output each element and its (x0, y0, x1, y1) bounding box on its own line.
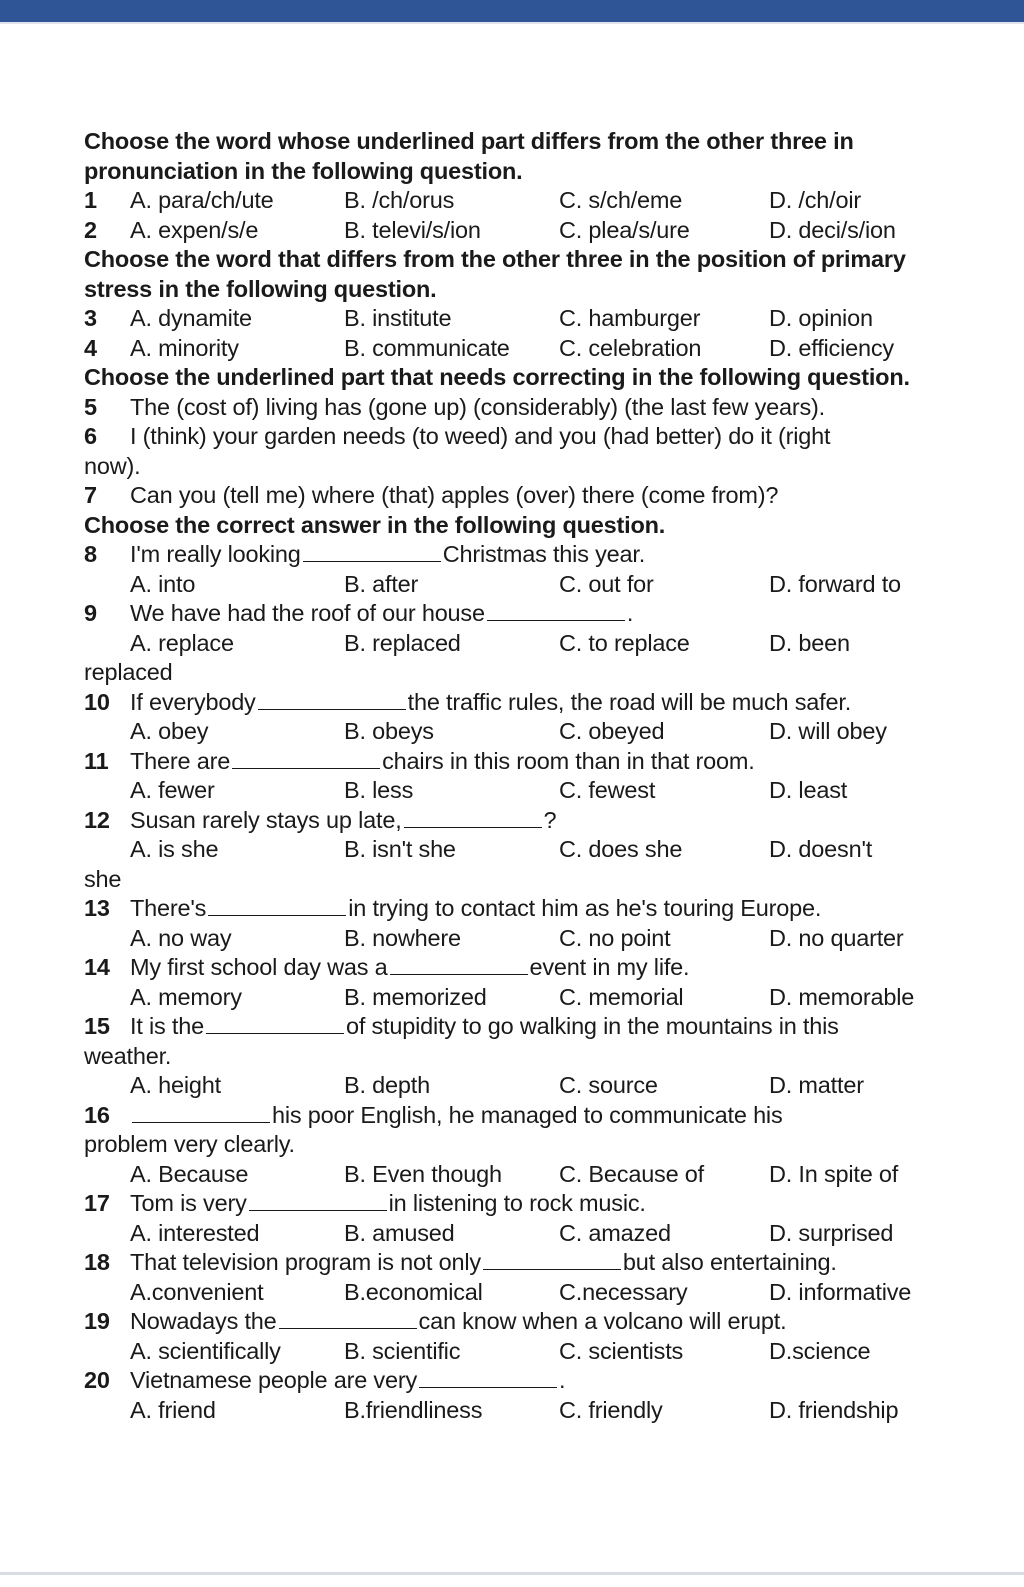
question-number: 19 (84, 1308, 110, 1334)
question-8-options (84, 570, 944, 600)
question-10 (84, 688, 944, 718)
option-c: C. does she (559, 836, 683, 862)
option-b: B. /ch/orus (344, 187, 455, 213)
question-text: The (cost of) living has (gone up) (considerably) (the last few years). (130, 393, 826, 420)
question-stem (130, 1101, 783, 1131)
stem-after-blank: chairs in this room than in that room. (382, 747, 755, 774)
stem-before-blank: It is the (130, 1013, 204, 1039)
stem-after-blank: his poor English, he managed to communicate his (272, 1101, 783, 1128)
option-a: A. scientifically (130, 1337, 281, 1364)
question-number: 5 (84, 393, 97, 420)
option-d: D. friendship (769, 1396, 899, 1423)
option-b: B. isn't she (344, 836, 456, 862)
question-9 (84, 599, 944, 629)
worksheet (84, 127, 944, 1425)
option-b: B. amused (344, 1219, 455, 1246)
question-16-continued (84, 1130, 944, 1160)
question-number: 3 (84, 305, 97, 331)
question-7 (84, 481, 944, 511)
answer-blank (419, 1367, 557, 1388)
question-2 (84, 216, 944, 246)
option-d: D. will obey (769, 718, 887, 744)
question-16 (84, 1101, 944, 1131)
question-text-continued: now). (84, 452, 141, 479)
option-b: B. nowhere (344, 924, 461, 951)
answer-blank (132, 1102, 270, 1123)
option-b: B. memorized (344, 983, 487, 1010)
option-a: A. Because (130, 1160, 249, 1187)
stem-before-blank: Vietnamese people are very (130, 1367, 417, 1393)
question-17 (84, 1189, 944, 1219)
option-c: C. fewest (559, 777, 656, 803)
option-d: D. opinion (769, 305, 873, 331)
option-c: C. plea/s/ure (559, 216, 690, 243)
option-a: A. obey (130, 718, 209, 744)
stem-before-blank: My first school day was a (130, 954, 388, 980)
answer-blank (249, 1190, 387, 1211)
question-number: 1 (84, 187, 97, 213)
question-number: 15 (84, 1013, 110, 1039)
option-d: D. least (769, 777, 848, 803)
section-heading-error: Choose the underlined part that needs correcting in the following question. (84, 364, 910, 390)
question-stem (130, 1012, 839, 1042)
question-text: Can you (tell me) where (that) apples (over) there (come from)? (130, 482, 779, 508)
stem-before-blank: There are (130, 747, 231, 774)
option-a: A. dynamite (130, 305, 252, 331)
question-16-options (84, 1160, 944, 1190)
option-d: D. matter (769, 1072, 864, 1098)
option-d: D. been (769, 629, 850, 656)
question-number: 11 (84, 747, 109, 774)
question-14-options (84, 983, 944, 1013)
option-b: B.friendliness (344, 1396, 483, 1423)
stem-before-blank: That television program is not only (130, 1249, 481, 1275)
option-d: D. /ch/oir (769, 187, 862, 213)
option-d: D. doesn't (769, 836, 873, 862)
question-stem (130, 599, 633, 629)
option-b: B. after (344, 570, 419, 597)
question-number: 20 (84, 1367, 110, 1393)
question-4 (84, 334, 944, 364)
option-a: A. friend (130, 1396, 216, 1423)
question-number: 7 (84, 482, 97, 508)
question-number: 6 (84, 423, 97, 449)
answer-blank (390, 954, 528, 975)
stem-before-blank: If everybody (130, 688, 256, 715)
question-number: 18 (84, 1249, 110, 1275)
question-stem (130, 1248, 837, 1278)
option-b: B. obeys (344, 718, 434, 744)
option-a: A. into (130, 570, 196, 597)
question-6-continued (84, 452, 944, 482)
option-a: A. replace (130, 629, 234, 656)
question-13 (84, 894, 944, 924)
question-17-options (84, 1219, 944, 1249)
option-b: B. less (344, 777, 414, 803)
question-3 (84, 304, 944, 334)
stem-after-blank: . (559, 1367, 566, 1393)
option-a: A. is she (130, 836, 219, 862)
option-b: B.economical (344, 1278, 483, 1305)
option-b: B. replaced (344, 629, 461, 656)
stem-before-blank: There's (130, 895, 207, 921)
answer-blank (404, 807, 542, 828)
option-d-continued: she (84, 865, 122, 892)
stem-before-blank: We have had the roof of our house (130, 600, 485, 626)
option-c: C. obeyed (559, 718, 665, 744)
option-a: A. minority (130, 334, 239, 361)
question-12-options-continued (84, 865, 944, 895)
option-a: A. no way (130, 924, 232, 951)
option-c: C. hamburger (559, 305, 701, 331)
stem-before-blank: Tom is very (130, 1190, 247, 1216)
stem-before-blank: I'm really looking (130, 541, 301, 567)
question-20 (84, 1366, 944, 1396)
question-11-options (84, 776, 944, 806)
question-18-options (84, 1278, 944, 1308)
question-20-options (84, 1396, 944, 1426)
answer-blank (258, 689, 406, 710)
stem-after-blank: in trying to contact him as he's touring Europe. (348, 895, 822, 921)
section-heading-stress: Choose the word that differs from the other three in the position of primary stress in the following question. (84, 246, 906, 302)
question-number: 9 (84, 600, 97, 626)
answer-blank (208, 895, 346, 916)
question-12-options (84, 835, 944, 865)
question-number: 16 (84, 1101, 110, 1128)
option-a: A. interested (130, 1219, 260, 1246)
option-b: B. depth (344, 1072, 430, 1098)
option-c: C. to replace (559, 629, 690, 656)
stem-after-blank: the traffic rules, the road will be much safer. (407, 688, 852, 715)
answer-blank (279, 1308, 417, 1329)
question-text-continued: problem very clearly. (84, 1131, 295, 1157)
question-9-options (84, 629, 944, 659)
option-d: D. surprised (769, 1219, 894, 1246)
option-c: C. out for (559, 570, 654, 597)
question-number: 14 (84, 954, 110, 980)
answer-blank (487, 600, 625, 621)
option-c: C. scientists (559, 1337, 684, 1364)
answer-blank (232, 748, 380, 769)
question-stem (130, 894, 821, 924)
section-heading-answer: Choose the correct answer in the following question. (84, 511, 666, 538)
question-11 (84, 747, 944, 777)
question-15-options (84, 1071, 944, 1101)
option-a: A. fewer (130, 777, 215, 803)
option-b: B. institute (344, 305, 452, 331)
question-stem (130, 1307, 786, 1337)
question-19 (84, 1307, 944, 1337)
question-number: 12 (84, 806, 110, 833)
question-stem (130, 1189, 646, 1219)
question-number: 4 (84, 334, 97, 361)
option-d: D. efficiency (769, 334, 894, 361)
option-a: A. para/ch/ute (130, 187, 274, 213)
stem-after-blank: event in my life. (529, 954, 690, 980)
bottom-divider (0, 1572, 1024, 1575)
option-b: B. scientific (344, 1337, 461, 1364)
stem-after-blank: of stupidity to go walking in the mountains in this (345, 1013, 839, 1039)
option-d: D. memorable (769, 983, 915, 1010)
question-12 (84, 806, 944, 836)
question-1 (84, 186, 944, 216)
question-5 (84, 393, 944, 423)
question-text: I (think) your garden needs (to weed) and you (had better) do it (right (130, 423, 831, 449)
stem-after-blank: ? (543, 806, 557, 833)
question-number: 8 (84, 541, 97, 567)
question-15 (84, 1012, 944, 1042)
answer-blank (206, 1013, 344, 1034)
option-d: D. In spite of (769, 1160, 899, 1187)
question-13-options (84, 924, 944, 954)
question-15-continued (84, 1042, 944, 1072)
question-number: 10 (84, 688, 110, 715)
option-b: B. Even though (344, 1160, 502, 1187)
stem-after-blank: in listening to rock music. (388, 1190, 646, 1216)
top-bar (0, 0, 1024, 24)
option-d-continued: replaced (84, 659, 173, 685)
question-stem (130, 540, 645, 570)
question-number: 17 (84, 1190, 110, 1216)
option-d: D. no quarter (769, 924, 904, 951)
question-14 (84, 953, 944, 983)
section-heading-pronunciation: Choose the word whose underlined part differs from the other three in pronunciation in the following question. (84, 128, 854, 184)
stem-after-blank: but also entertaining. (622, 1249, 837, 1275)
option-a: A. height (130, 1072, 221, 1098)
question-18 (84, 1248, 944, 1278)
question-text-continued: weather. (84, 1042, 172, 1069)
question-10-options (84, 717, 944, 747)
question-stem (130, 1366, 565, 1396)
answer-blank (303, 541, 441, 562)
question-number: 2 (84, 216, 97, 243)
stem-before-blank: Nowadays the (130, 1308, 277, 1334)
answer-blank (483, 1249, 621, 1270)
stem-after-blank: can know when a volcano will erupt. (418, 1308, 787, 1334)
stem-after-blank: . (626, 600, 634, 626)
question-19-options (84, 1337, 944, 1367)
option-c: C. no point (559, 924, 671, 951)
option-c: C. s/ch/eme (559, 187, 683, 213)
option-c: C. friendly (559, 1396, 663, 1423)
question-8 (84, 540, 944, 570)
option-c: C. source (559, 1072, 658, 1098)
option-c: C.necessary (559, 1278, 688, 1305)
option-a: A. memory (130, 983, 242, 1010)
option-a: A. expen/s/e (130, 216, 259, 243)
stem-before-blank: Susan rarely stays up late, (130, 806, 402, 833)
option-c: C. celebration (559, 334, 702, 361)
option-c: C. amazed (559, 1219, 671, 1246)
stem-after-blank: Christmas this year. (442, 541, 646, 567)
option-c: C. memorial (559, 983, 684, 1010)
question-6 (84, 422, 944, 452)
option-d: D. forward to (769, 570, 901, 597)
question-stem (130, 688, 851, 718)
option-d: D.science (769, 1337, 871, 1364)
question-number: 13 (84, 895, 110, 921)
option-d: D. informative (769, 1278, 912, 1305)
question-9-options-continued (84, 658, 944, 688)
option-c: C. Because of (559, 1160, 705, 1187)
option-b: B. communicate (344, 334, 510, 361)
question-stem (130, 747, 755, 777)
question-stem (130, 953, 689, 983)
option-d: D. deci/s/ion (769, 216, 896, 243)
option-a: A.convenient (130, 1278, 264, 1305)
option-b: B. televi/s/ion (344, 216, 481, 243)
question-stem (130, 806, 556, 836)
